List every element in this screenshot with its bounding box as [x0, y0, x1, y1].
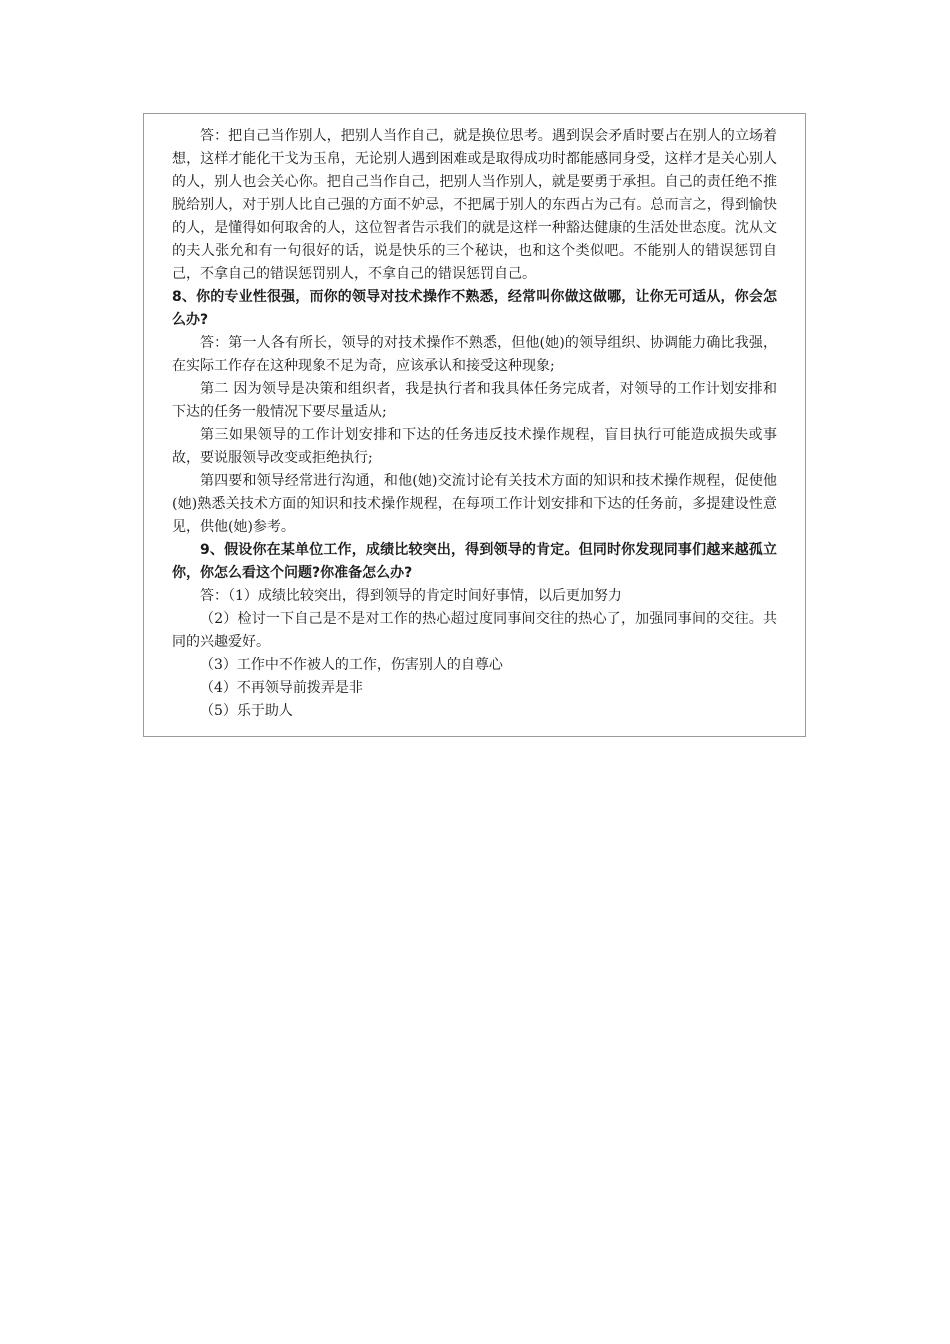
answer-9-point-2: （2）检讨一下自己是不是对工作的热心超过度同事间交往的热心了，加强同事间的交往。共同的兴趣爱好。 — [172, 611, 777, 650]
answer-9-point-4: （4）不再领导前拨弄是非 — [200, 680, 363, 696]
question-8: 8、你的专业性很强，而你的领导对技术操作不熟悉，经常叫你做这做哪，让你无可适从，你会怎么办? — [172, 289, 777, 328]
answer-9-point-1: 答：（1）成绩比较突出，得到领导的肯定时间好事情，以后更加努力 — [200, 588, 622, 604]
answer-9-point-5: （5）乐于助人 — [200, 703, 293, 719]
answer-7: 答：把自己当作别人，把别人当作自己，就是换位思考。遇到误会矛盾时要占在别人的立场着想，这样才能化干戈为玉帛，无论别人遇到困难或是取得成功时都能感同身受，这样才是关心别人的人，别人也会关心你。把自己当作自己，把别人当作别人，就是要勇于承担。自己的责任绝不推脱给别人，对于别人比自己强的方面不妒忌，不把属于别人的东西占为己有。总而言之，得到愉快的人，是懂得如何取舍的人，这位智者告示我们的就是这样一种豁达健康的生活处世态度。沈从文的夫人张允和有一句很好的话，说是快乐的三个秘诀，也和这个类似吧。不能别人的错误惩罚自己，不拿自己的错误惩罚别人，不拿自己的错误惩罚自己。 — [172, 128, 777, 282]
answer-9-point-3: （3）工作中不作被人的工作，伤害别人的自尊心 — [200, 657, 503, 673]
question-9: 9、假设你在某单位工作，成绩比较突出，得到领导的肯定。但同时你发现同事们越来越孤立你，你怎么看这个问题?你准备怎么办? — [172, 542, 777, 581]
answer-8-point-4: 第四要和领导经常进行沟通，和他(她)交流讨论有关技术方面的知识和技术操作规程，促使他(她)熟悉关技术方面的知识和技术操作规程，在每项工作计划安排和下达的任务前，多提建设性意见，供他(她)参考。 — [172, 473, 777, 535]
answer-8-point-3: 第三如果领导的工作计划安排和下达的任务违反技术操作规程，盲目执行可能造成损失或事故，要说服领导改变或拒绝执行; — [172, 427, 777, 466]
document-page — [143, 113, 806, 737]
answer-8-point-2: 第二 因为领导是决策和组织者，我是执行者和我具体任务完成者，对领导的工作计划安排和下达的任务一般情况下要尽量适从; — [172, 381, 777, 420]
answer-8-point-1: 答：第一人各有所长，领导的对技术操作不熟悉，但他(她)的领导组织、协调能力确比我强，在实际工作存在这种现象不足为奇，应该承认和接受这种现象; — [172, 335, 777, 374]
